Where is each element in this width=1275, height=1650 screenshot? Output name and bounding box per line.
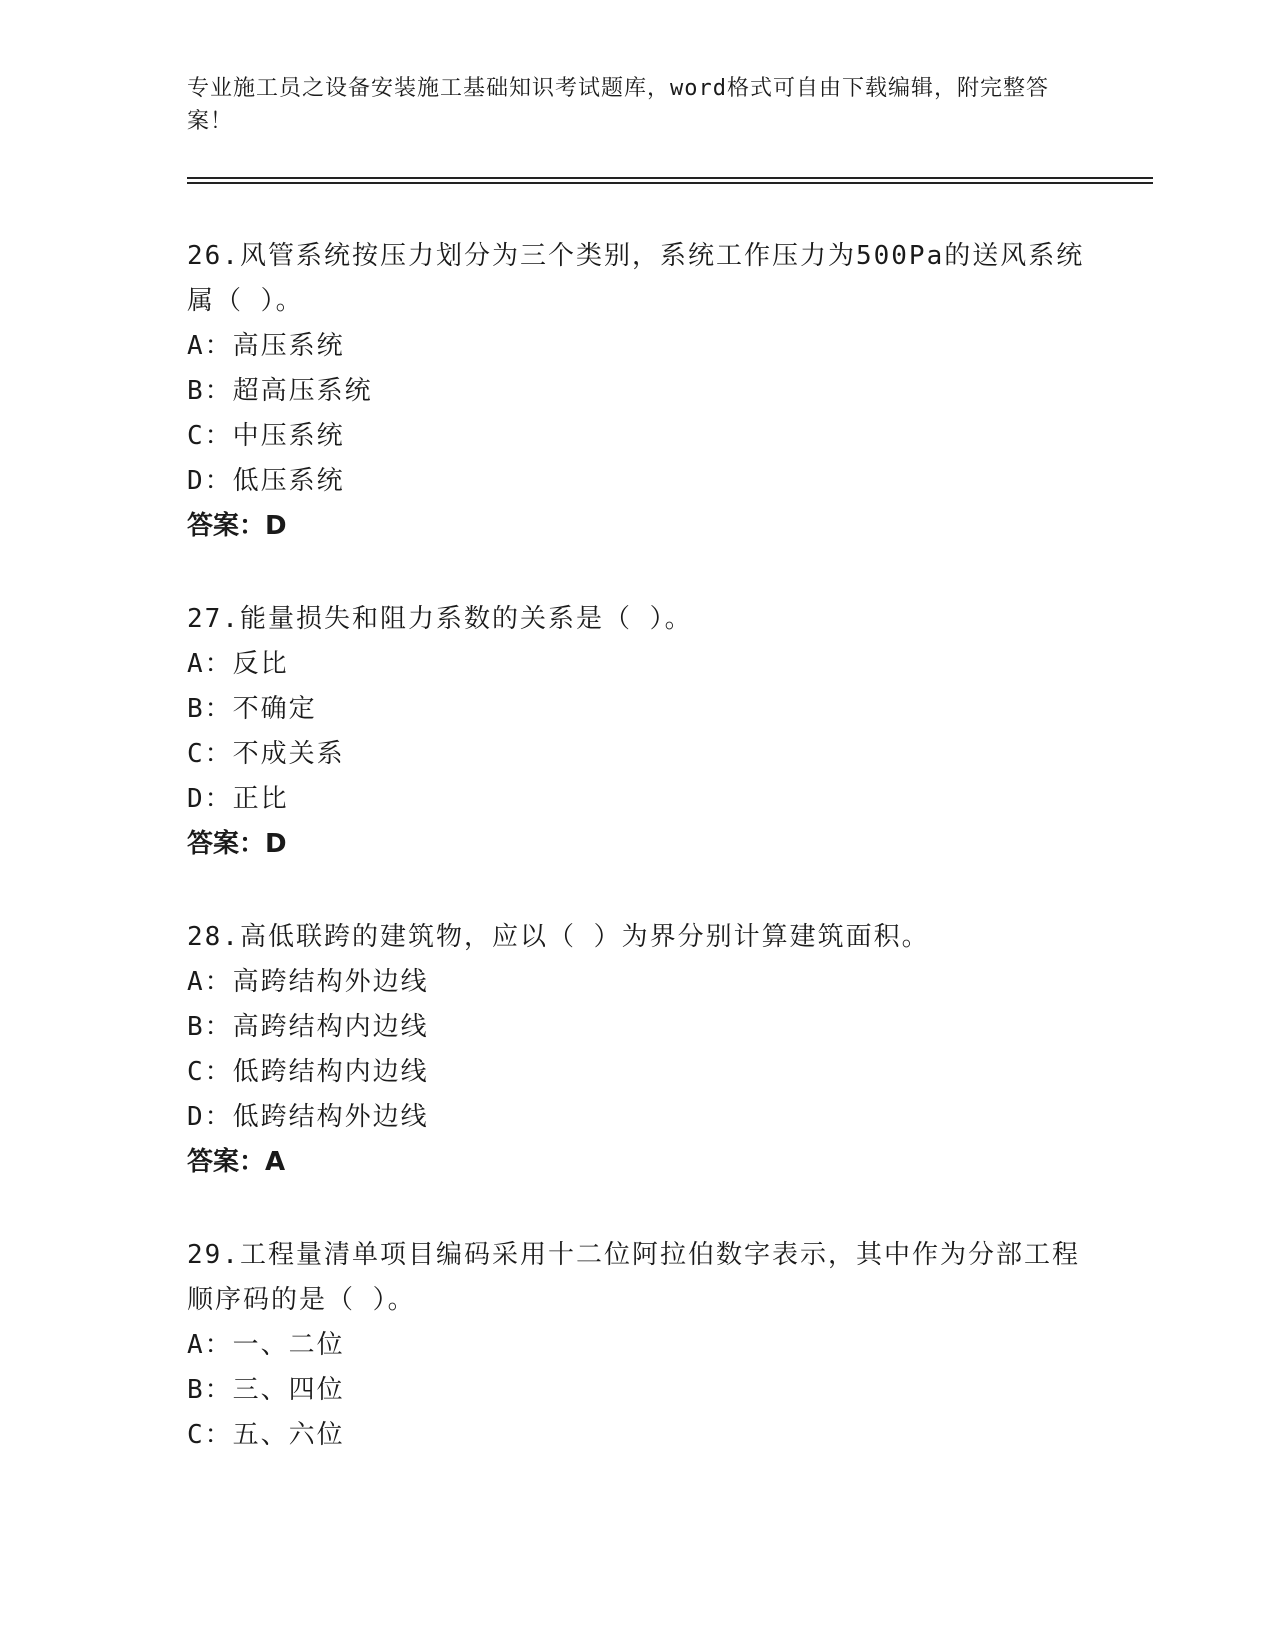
document-header: 专业施工员之设备安装施工基础知识考试题库，word格式可自由下载编辑，附完整答案！	[187, 76, 1049, 134]
option-c: C：中压系统	[187, 421, 345, 451]
option-a: A：高压系统	[187, 331, 345, 361]
option-a: A：高跨结构外边线	[187, 967, 429, 997]
option-c: C：不成关系	[187, 739, 345, 769]
option-d: D：正比	[187, 784, 289, 814]
question-text: 26.风管系统按压力划分为三个类别，系统工作压力为500Pa的送风系统属（ ）。	[187, 241, 1085, 316]
question-26	[187, 234, 1087, 549]
option-a: A：一、二位	[187, 1330, 345, 1360]
answer: 答案：D	[187, 511, 287, 541]
header-divider-bottom	[187, 182, 1153, 184]
question-29	[187, 1233, 1087, 1458]
question-text: 29.工程量清单项目编码采用十二位阿拉伯数字表示，其中作为分部工程顺序码的是（ ）。	[187, 1240, 1080, 1315]
answer: 答案：A	[187, 1147, 286, 1177]
option-b: B：超高压系统	[187, 376, 373, 406]
option-b: B：三、四位	[187, 1375, 345, 1405]
header-divider-top	[187, 177, 1153, 179]
option-d: D：低压系统	[187, 466, 345, 496]
option-a: A：反比	[187, 649, 289, 679]
option-c: C：低跨结构内边线	[187, 1057, 429, 1087]
answer: 答案：D	[187, 829, 287, 859]
option-b: B：高跨结构内边线	[187, 1012, 429, 1042]
option-d: D：低跨结构外边线	[187, 1102, 429, 1132]
question-28	[187, 915, 1087, 1185]
question-list	[187, 234, 1087, 1506]
question-text: 28.高低联跨的建筑物，应以（ ）为界分别计算建筑面积。	[187, 922, 930, 952]
question-text: 27.能量损失和阻力系数的关系是（ ）。	[187, 604, 693, 634]
question-27	[187, 597, 1087, 867]
option-c: C：五、六位	[187, 1420, 345, 1450]
option-b: B：不确定	[187, 694, 317, 724]
